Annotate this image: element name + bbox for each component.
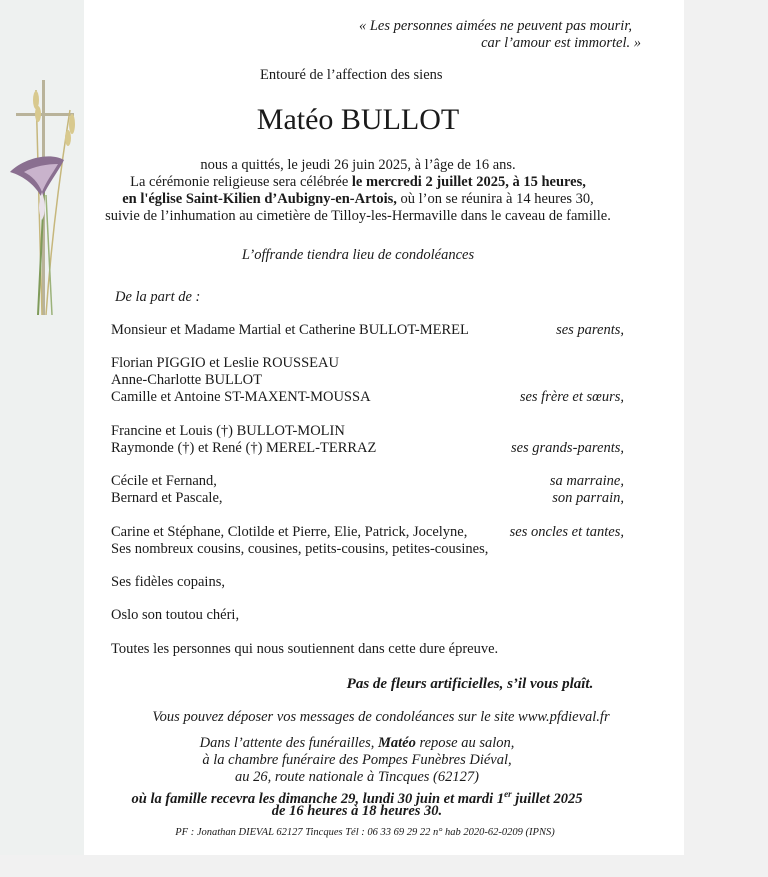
family-relation: ses grands-parents,: [510, 440, 624, 456]
condolences-note: Vous pouvez déposer vos messages de condoléances sur le site www.pfdieval.fr: [152, 709, 610, 725]
visitation-dates: où la famille recevra les dimanche 29, lundi 30 juin et mardi 1: [131, 790, 505, 807]
scan-margin-bottom: [0, 855, 768, 877]
family-relation: ses oncles et tantes,: [509, 524, 624, 540]
family-name: Raymonde (†) et René (†) MEREL-TERRAZ: [111, 440, 377, 456]
family-name: Cécile et Fernand,: [111, 473, 217, 489]
ceremony-date: le mercredi 2 juillet 2025, à 15 heures,: [351, 174, 586, 190]
announcement-line-2: [0, 174, 716, 191]
family-name: Francine et Louis (†) BULLOT-MOLIN: [111, 423, 345, 439]
family-name: Florian PIGGIO et Leslie ROUSSEAU: [111, 355, 339, 371]
ceremony-church: en l'église Saint-Kilien d’Aubigny-en-Artois,: [122, 191, 397, 207]
deceased-name: Matéo BULLOT: [256, 103, 460, 136]
family-name: Ses nombreux cousins, cousines, petits-cousins, petites-cousines,: [111, 541, 489, 557]
announcement-line-4: suivie de l’inhumation au cimetière de Tilloy-les-Hermaville dans le caveau de famille.: [105, 208, 611, 224]
family-name: Bernard et Pascale,: [111, 490, 223, 506]
announcement-line-1: nous a quittés, le jeudi 26 juin 2025, à l’âge de 16 ans.: [200, 157, 516, 173]
others-line: Toutes les personnes qui nous soutiennent dans cette dure épreuve.: [111, 641, 499, 657]
family-relation: ses frère et sœurs,: [519, 389, 624, 405]
funeral-line-2: à la chambre funéraire des Pompes Funèbres Diéval,: [202, 752, 512, 768]
others-line: Ses fidèles copains,: [111, 574, 225, 590]
family-relation: sa marraine,: [549, 473, 624, 489]
intro-text: Entouré de l’affection des siens: [260, 67, 443, 83]
epigraph-line-1: « Les personnes aimées ne peuvent pas mourir,: [358, 18, 632, 34]
no-flowers-note: Pas de fleurs artificielles, s’il vous plaît.: [346, 676, 594, 692]
family-name: Anne-Charlotte BULLOT: [111, 372, 263, 388]
others-line: Oslo son toutou chéri,: [111, 607, 240, 623]
funeral-text: repose au salon,: [415, 735, 515, 751]
gathering-time: où l’on se réunira à 14 heures 30,: [396, 191, 594, 207]
family-relation: son parrain,: [552, 490, 624, 506]
family-name: Monsieur et Madame Martial et Catherine BULLOT-MEREL: [111, 322, 469, 338]
funeral-name: Matéo: [378, 735, 416, 751]
family-name: Carine et Stéphane, Clotilde et Pierre, Elie, Patrick, Jocelyne,: [111, 524, 468, 540]
funeral-line-5: de 16 heures à 18 heures 30.: [271, 803, 443, 819]
funeral-line-3: au 26, route nationale à Tincques (62127): [235, 769, 479, 785]
footer-legal: PF : Jonathan DIEVAL 62127 Tincques Tél : 06 33 69 29 22 n° hab 2020-62-0209 (IPNS): [175, 827, 555, 838]
family-relation: ses parents,: [556, 322, 624, 338]
announcement-line-3: [0, 191, 716, 208]
visitation-year: juillet 2025: [511, 790, 583, 807]
from-heading: De la part de :: [115, 289, 201, 305]
ceremony-intro: La cérémonie religieuse sera célébrée: [130, 174, 352, 190]
ordinal-suffix: er: [504, 789, 512, 799]
offering-note: L’offrande tiendra lieu de condoléances: [241, 247, 475, 263]
family-name: Camille et Antoine ST-MAXENT-MOUSSA: [111, 389, 371, 405]
funeral-text: Dans l’attente des funérailles,: [199, 735, 378, 751]
epigraph-line-2: car l’amour est immortel. »: [481, 35, 641, 51]
funeral-line-1: [0, 735, 714, 752]
